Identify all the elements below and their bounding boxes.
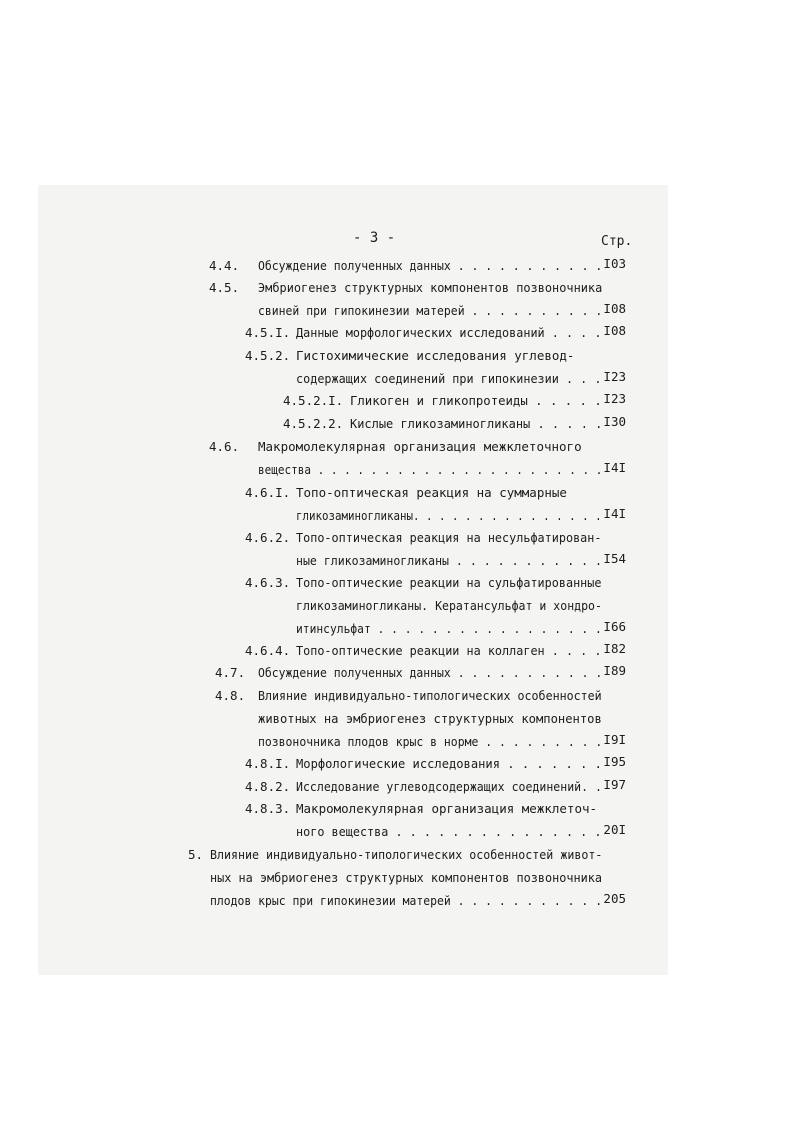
toc-title-line: Исследование углеводсодержащих соединений. . <box>296 779 602 794</box>
toc-number: 4.5.2. <box>245 348 291 363</box>
toc-title-line: Влияние индивидуально-типологических особенностей живот- <box>210 847 603 862</box>
toc-title-line: плодов крыс при гипокинезии матерей . . . . . . . . . . . <box>210 893 603 908</box>
toc-page: I23 <box>603 391 626 406</box>
toc-title-line: Влияние индивидуально-типологических особенностей <box>258 688 602 703</box>
toc-number: 4.8.3. <box>245 801 291 816</box>
toc-title-line: итинсульфат . . . . . . . . . . . . . . . . . <box>296 621 602 636</box>
toc-page: 20I <box>603 822 626 837</box>
toc-title-line: вещества . . . . . . . . . . . . . . . . . . . . . . <box>258 462 603 477</box>
toc-title-line: ные гликозаминогликаны . . . . . . . . . . . <box>296 553 602 568</box>
toc-title-line: Кислые гликозаминогликаны . . . . . <box>350 416 603 431</box>
toc-title-line: Макромолекулярная организация межклеточ- <box>296 801 598 816</box>
toc-number: 4.6.4. <box>245 643 291 658</box>
toc-number: 4.6. <box>209 439 240 454</box>
toc-number: 5. <box>188 847 204 862</box>
toc-title-line: Гистохимические исследования углевод- <box>296 348 575 363</box>
toc-number: 4.5. <box>209 280 240 295</box>
toc-title-line: Топо-оптические реакции на коллаген . . . . <box>296 643 602 658</box>
toc-page: I30 <box>603 414 626 429</box>
toc-title-line: Топо-оптические реакции на сульфатированные <box>296 575 602 590</box>
toc-page: I08 <box>603 301 626 316</box>
toc-title-line: Топо-оптическая реакция на несульфатирован- <box>296 530 602 545</box>
toc-number: 4.5.I. <box>245 325 291 340</box>
toc-title-line: Данные морфологических исследований . . . . <box>296 325 602 340</box>
toc-page: 205 <box>603 891 626 906</box>
toc-title-line: позвоночника плодов крыс в норме . . . . . . . . . <box>258 734 603 749</box>
toc-number: 4.6.3. <box>245 575 291 590</box>
toc-title-line: Макромолекулярная организация межклеточного <box>258 439 582 454</box>
toc-title-line: Обсуждение полученных данных . . . . . . . . . . . <box>258 665 603 680</box>
toc-page: I66 <box>603 619 626 634</box>
toc-page: I97 <box>603 777 626 792</box>
toc-title-line: Эмбриогенез структурных компонентов позвоночника <box>258 280 603 295</box>
pages-column-label: Стр. <box>601 234 633 249</box>
toc-title-line: содержащих соединений при гипокинезии . . . <box>296 371 602 386</box>
toc-number: 4.8.2. <box>245 779 291 794</box>
toc-number: 4.5.2.I. <box>283 393 344 408</box>
toc-title-line: Обсуждение полученных данных . . . . . . . . . . . <box>258 258 603 273</box>
toc-number: 4.6.I. <box>245 485 291 500</box>
toc-title-line: Гликоген и гликопротеиды . . . . . <box>350 393 602 408</box>
toc-page: I9I <box>603 732 626 747</box>
toc-title-line: гликозаминогликаны. Кератансульфат и хондро- <box>296 598 602 613</box>
toc-title-line: свиней при гипокинезии матерей . . . . . . . . . . <box>258 303 603 318</box>
toc-page: I89 <box>603 663 626 678</box>
toc-page: I4I <box>603 460 626 475</box>
toc-page: I4I <box>603 506 626 521</box>
toc-title-line: гликозаминогликаны. . . . . . . . . . . . . . . <box>296 508 602 523</box>
toc-number: 4.4. <box>209 258 240 273</box>
toc-number: 4.6.2. <box>245 530 291 545</box>
toc-page: I08 <box>603 323 626 338</box>
toc-page: I23 <box>603 369 626 384</box>
toc-title-line: ных на эмбриогенез структурных компонентов позвоночника <box>210 870 602 885</box>
toc-number: 4.7. <box>215 665 246 680</box>
toc-page: I54 <box>603 551 626 566</box>
toc-page: I03 <box>603 256 626 271</box>
toc-title-line: животных на эмбриогенез структурных компонентов <box>258 711 602 726</box>
toc-number: 4.8.I. <box>245 756 291 771</box>
toc-number: 4.5.2.2. <box>283 416 344 431</box>
toc-title-line: Морфологические исследования . . . . . . . <box>296 756 602 771</box>
toc-number: 4.8. <box>215 688 246 703</box>
page-number: - 3 - <box>353 230 396 246</box>
toc-page: I95 <box>603 754 626 769</box>
toc-title-line: ного вещества . . . . . . . . . . . . . . . <box>296 824 602 839</box>
toc-title-line: Топо-оптическая реакция на суммарные <box>296 485 567 500</box>
toc-page: I82 <box>603 641 626 656</box>
